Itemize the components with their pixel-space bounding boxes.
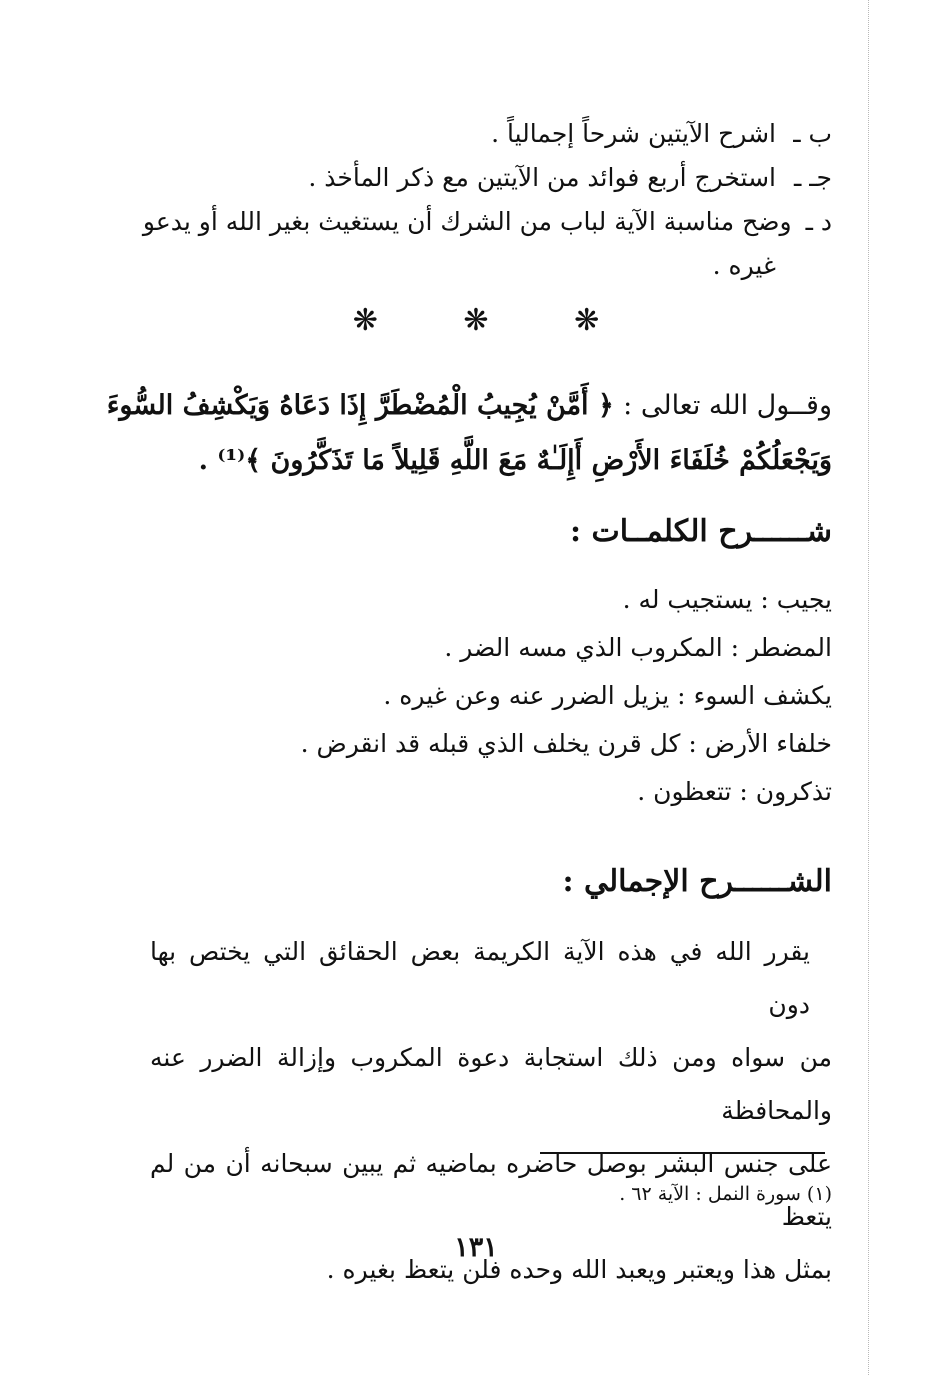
summary-section [150,860,832,904]
word-term: تذكرون [755,777,832,806]
question-text: استخرج أربع فوائد من الآيتين مع ذكر المأخذ . [308,163,776,192]
word-definition: يزيل الضرر عنه وعن غيره . [383,681,670,710]
question-letter: ب ـ [793,119,832,148]
question-j [150,156,832,200]
summary-heading: الشــــــرح الإجمالي : [562,864,832,899]
summary-line: على جنس البشر بوصل حاضره بماضيه ثم يبين سبحانه أن من لم يتعظ [150,1149,832,1231]
question-text: اشرح الآيتين شرحاً إجمالياً . [491,119,776,148]
word-term: المضطر [747,633,832,662]
footnote-divider [540,1152,825,1154]
verse-line-1 [106,378,832,433]
word-term: خلفاء الأرض [704,729,832,758]
words-heading: شــــــرح الكلمــات : [569,514,832,549]
quran-verse [106,378,832,488]
word-entry: تذكرون : تتعظون . [637,777,832,806]
section-separator: ❋ ❋ ❋ [352,303,638,338]
word-term: يكشف السوء [693,681,832,710]
word-definition: المكروب الذي مسه الضر . [444,633,723,662]
word-definition: كل قرن يخلف الذي قبله قد انقرض . [300,729,681,758]
verse-intro: وقــول الله تعالى : [623,390,832,421]
page-number: ١٣١ [454,1232,498,1263]
verse-line-2: وَيَجْعَلُكُمْ خُلَفَاءَ الأَرْضِ أَإِلَـٰهٌ مَعَ اللَّهِ قَلِيلاً مَا تَذَكَّرُونَ ﴾⁽¹⁾ . [198,445,832,476]
verse-text-1: ﴿ أَمَّنْ يُجِيبُ الْمُضْطَرَّ إِذَا دَعَاهُ وَيَكْشِفُ السُّوءَ [106,390,614,421]
word-definition: يستجيب له . [622,585,753,614]
summary-line: يقرر الله في هذه الآية الكريمة بعض الحقائق التي يختص بها دون [150,937,810,1019]
question-d [142,200,832,244]
summary-line: بمثل هذا ويعتبر ويعبد الله وحده فلن يتعظ بغيره . [326,1255,832,1284]
page-edge-line [868,0,869,1375]
question-letter: جـ ـ [793,163,832,192]
word-entry: يجيب : يستجيب له . [622,585,832,614]
question-letter: د ـ [805,207,832,236]
footnote-section [150,1180,832,1208]
word-entry: المضطر : المكروب الذي مسه الضر . [444,633,832,662]
summary-line: من سواه ومن ذلك استجابة دعوة المكروب وإزالة الضرر عنه والمحافظة [150,1043,832,1125]
question-b [150,112,832,156]
question-text: وضح مناسبة الآية لباب من الشرك أن يستغيث بغير الله أو يدعو [142,207,792,236]
questions-list [142,112,832,288]
words-section [150,510,832,554]
word-entry: يكشف السوء : يزيل الضرر عنه وعن غيره . [383,681,832,710]
word-definition: تتعظون . [637,777,732,806]
words-list [150,576,832,816]
footnote-text: (١) سورة النمل : الآية ٦٢ . [619,1183,832,1205]
question-d-continuation: غيره . [712,251,776,280]
word-term: يجيب [776,585,832,614]
word-entry: خلفاء الأرض : كل قرن يخلف الذي قبله قد انقرض . [300,729,832,758]
